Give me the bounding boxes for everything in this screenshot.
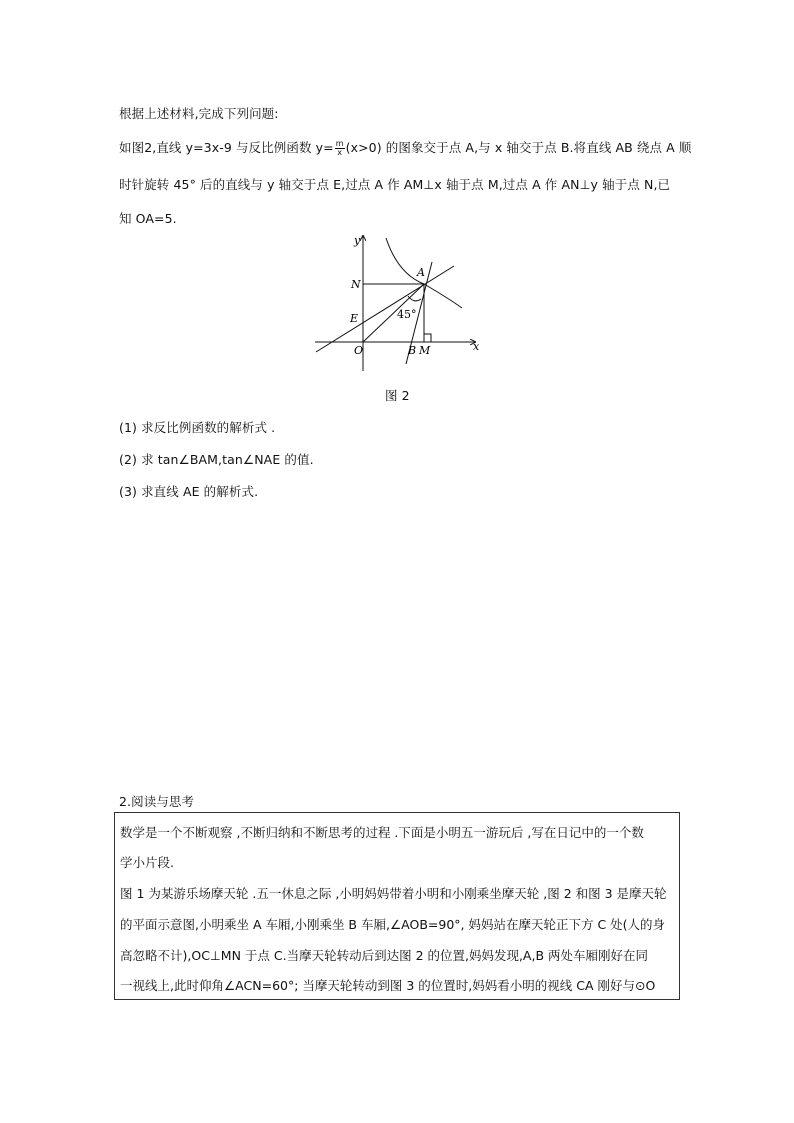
reading-line: 图 1 为某游乐场摩天轮 .五一休息之际 ,小明妈妈带着小明和小刚乘坐摩天轮 ,图 2 和图 3 是摩天轮: [120, 886, 667, 901]
right-angle-mark: [424, 334, 431, 342]
reading-line: 一视线上,此时仰角∠ACN=60°; 当摩天轮转动到图 3 的位置时,妈妈看小明的视线 CA 刚好与⊙O: [120, 978, 656, 993]
problem-line-2: 时针旋转 45° 后的直线与 y 轴交于点 E,过点 A 作 AM⊥x 轴于点 M,过点 A 作 AN⊥y 轴于点 N,已: [119, 177, 671, 192]
sub-question-3: (3) 求直线 AE 的解析式.: [119, 484, 259, 499]
reading-line: 的平面示意图,小明乘坐 A 车厢,小刚乘坐 B 车厢,∠AOB=90°, 妈妈站在摩天轮正下方 C 处(人的身: [120, 917, 666, 932]
fraction-m-over-x: [335, 140, 345, 157]
line-ae: [316, 266, 454, 352]
reading-line: 高忽略不计),OC⊥MN 于点 C.当摩天轮转动后到达图 2 的位置,妈妈发现,A,B 两处车厢刚好在同: [120, 948, 649, 963]
intro-line: 根据上述材料,完成下列问题:: [119, 106, 279, 121]
label-x: x: [473, 340, 480, 353]
fraction-denominator: x: [337, 148, 343, 157]
label-o: O: [354, 344, 364, 357]
label-b: B: [408, 344, 417, 357]
figure-caption: 图 2: [385, 388, 410, 403]
figure-2-diagram: [300, 226, 500, 376]
label-a: A: [417, 266, 425, 279]
reading-line: 学小片段.: [120, 855, 174, 870]
label-m: M: [419, 344, 431, 357]
problem-line-1: [119, 138, 692, 157]
label-angle-45: 45°: [397, 308, 417, 321]
reading-line: 数学是一个不断观察 ,不断归纳和不断思考的过程 .下面是小明五一游玩后 ,写在日记中的一个数: [120, 825, 644, 840]
label-y: y: [354, 234, 361, 247]
problem-line-1-part-a: 如图2,直线 y=3x-9 与反比例函数 y=: [119, 140, 334, 155]
sub-question-1: (1) 求反比例函数的解析式 .: [119, 420, 276, 435]
label-n: N: [351, 278, 361, 291]
problem-line-3: 知 OA=5.: [119, 211, 177, 226]
sub-question-2: (2) 求 tan∠BAM,tan∠NAE 的值.: [119, 452, 314, 467]
question-2-title: 2.阅读与思考: [119, 794, 195, 809]
problem-line-1-part-b: (x>0) 的图象交于点 A,与 x 轴交于点 B.将直线 AB 绕点 A 顺: [345, 140, 692, 155]
fraction-numerator: m: [335, 139, 344, 148]
label-e: E: [350, 312, 359, 325]
reading-box: [114, 812, 680, 1000]
